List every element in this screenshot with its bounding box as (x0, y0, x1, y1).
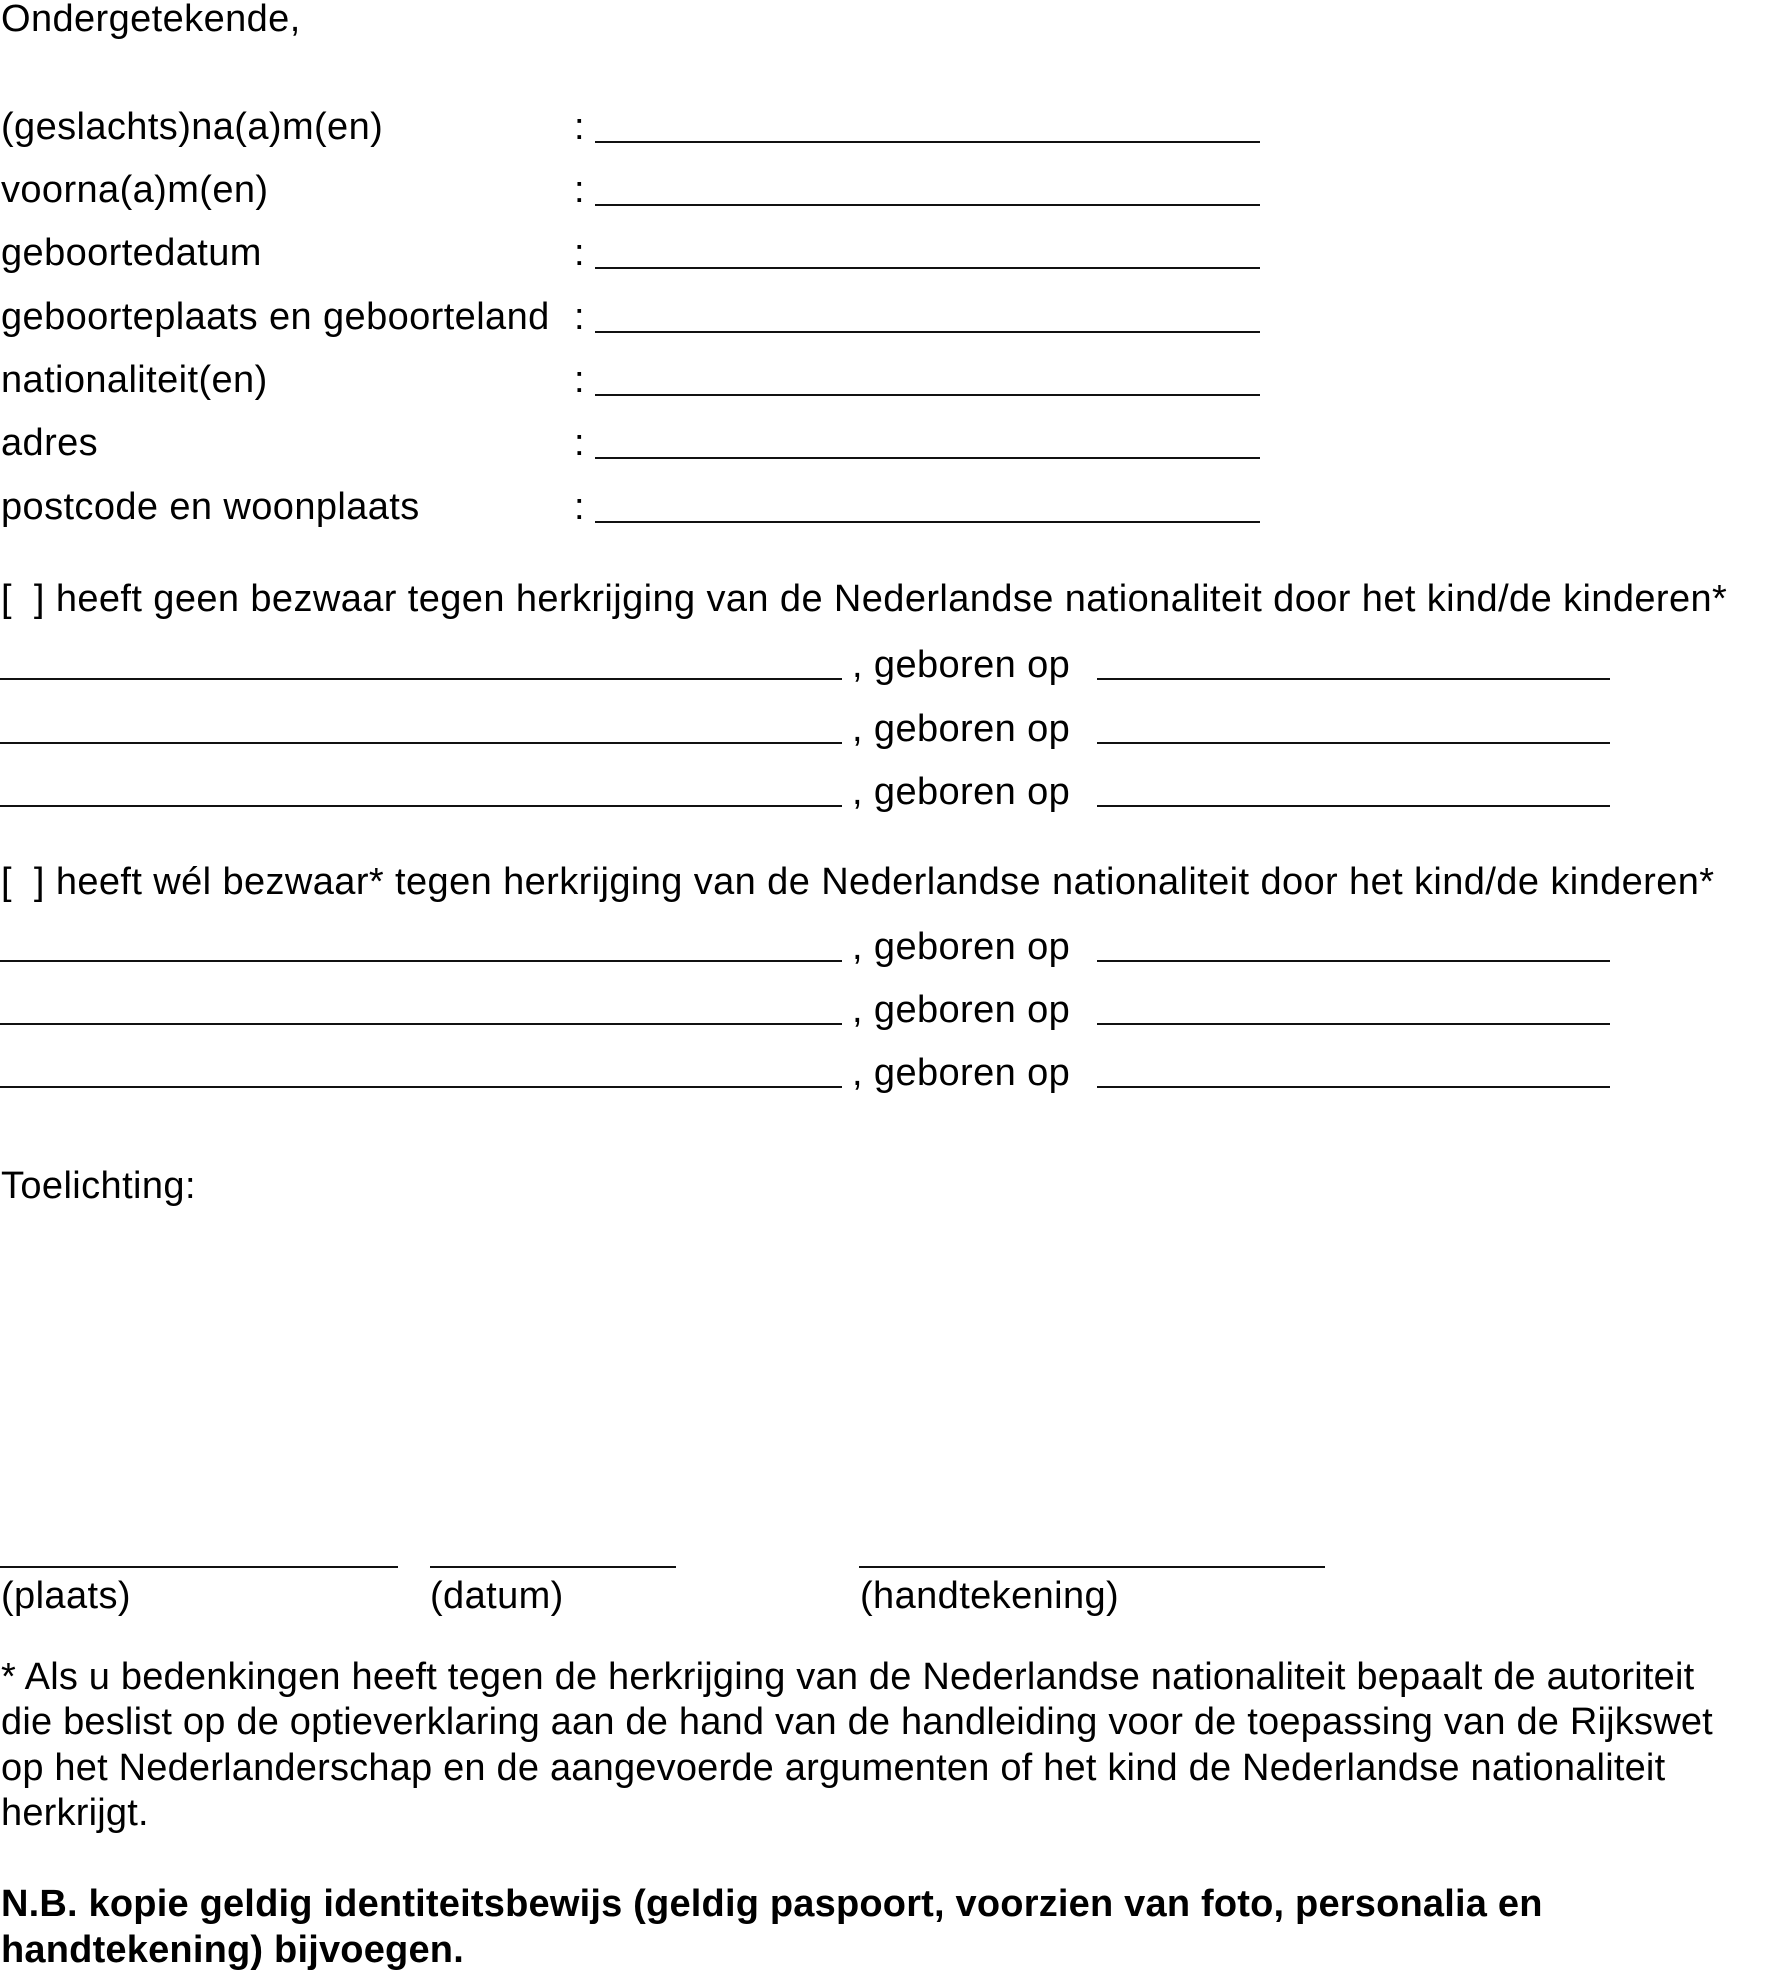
objection-heading (1, 863, 1714, 901)
field-colon: : (574, 169, 585, 211)
child-name-line[interactable] (0, 1086, 842, 1088)
field-colon: : (574, 232, 585, 274)
child-name-line[interactable] (0, 805, 842, 807)
field-label: postcode en woonplaats (1, 486, 420, 528)
surname-input-line[interactable] (595, 141, 1260, 143)
date-label: (datum) (430, 1575, 564, 1617)
child-birthdate-line[interactable] (1097, 1086, 1610, 1088)
field-label: geboortedatum (1, 232, 262, 274)
field-label: adres (1, 422, 99, 464)
child-birthdate-line[interactable] (1097, 805, 1610, 807)
field-label: geboorteplaats en geboorteland (1, 296, 550, 338)
field-label: voorna(a)m(en) (1, 169, 269, 211)
field-colon: : (574, 359, 585, 401)
nb-line: handtekening) bijvoegen. (1, 1929, 464, 1971)
child-birthdate-line[interactable] (1097, 960, 1610, 962)
born-on-label: , geboren op (852, 926, 1071, 968)
child-name-line[interactable] (0, 960, 842, 962)
signature-line[interactable] (859, 1566, 1325, 1568)
born-on-label: , geboren op (852, 708, 1071, 750)
field-label: (geslachts)na(a)m(en) (1, 106, 384, 148)
place-label: (plaats) (1, 1575, 131, 1617)
footnote-line: herkrijgt. (1, 1792, 149, 1834)
footnote-line: die beslist op de optieverklaring aan de hand van de handleiding voor de toepassing van de Rijkswet (1, 1701, 1713, 1743)
child-name-line[interactable] (0, 1023, 842, 1025)
place-line[interactable] (0, 1566, 398, 1568)
born-on-label: , geboren op (852, 644, 1071, 686)
child-name-line[interactable] (0, 678, 842, 680)
birthplace-input-line[interactable] (595, 331, 1260, 333)
field-colon: : (574, 296, 585, 338)
no-objection-heading (1, 580, 1727, 618)
explanation-area[interactable] (0, 1215, 1772, 1535)
field-colon: : (574, 106, 585, 148)
date-line[interactable] (430, 1566, 676, 1568)
nb-line: N.B. kopie geldig identiteitsbewijs (geldig paspoort, voorzien van foto, personalia en (1, 1883, 1543, 1925)
birthdate-input-line[interactable] (595, 267, 1260, 269)
objection-text: heeft wél bezwaar* tegen herkrijging van de Nederlandse nationaliteit door het kind/de kinderen* (55, 861, 1715, 903)
born-on-label: , geboren op (852, 771, 1071, 813)
firstnames-input-line[interactable] (595, 204, 1260, 206)
field-label: nationaliteit(en) (1, 359, 268, 401)
field-colon: : (574, 422, 585, 464)
born-on-label: , geboren op (852, 1052, 1071, 1094)
nationality-input-line[interactable] (595, 394, 1260, 396)
address-input-line[interactable] (595, 457, 1260, 459)
intro-text: Ondergetekende, (1, 0, 301, 40)
child-birthdate-line[interactable] (1097, 742, 1610, 744)
field-colon: : (574, 486, 585, 528)
child-birthdate-line[interactable] (1097, 678, 1610, 680)
signature-label: (handtekening) (860, 1575, 1120, 1617)
explanation-label: Toelichting: (1, 1165, 196, 1207)
objection-checkbox[interactable]: [ ] (1, 861, 45, 903)
footnote-line: op het Nederlanderschap en de aangevoerde argumenten of het kind de Nederlandse nationaliteit (1, 1747, 1666, 1789)
footnote-line: * Als u bedenkingen heeft tegen de herkrijging van de Nederlandse nationaliteit bepaalt de autoriteit (1, 1656, 1695, 1698)
no-objection-checkbox[interactable]: [ ] (1, 578, 45, 620)
postcode-input-line[interactable] (595, 521, 1260, 523)
no-objection-text: heeft geen bezwaar tegen herkrijging van de Nederlandse nationaliteit door het kind/de kinderen* (55, 578, 1728, 620)
child-birthdate-line[interactable] (1097, 1023, 1610, 1025)
child-name-line[interactable] (0, 742, 842, 744)
born-on-label: , geboren op (852, 989, 1071, 1031)
